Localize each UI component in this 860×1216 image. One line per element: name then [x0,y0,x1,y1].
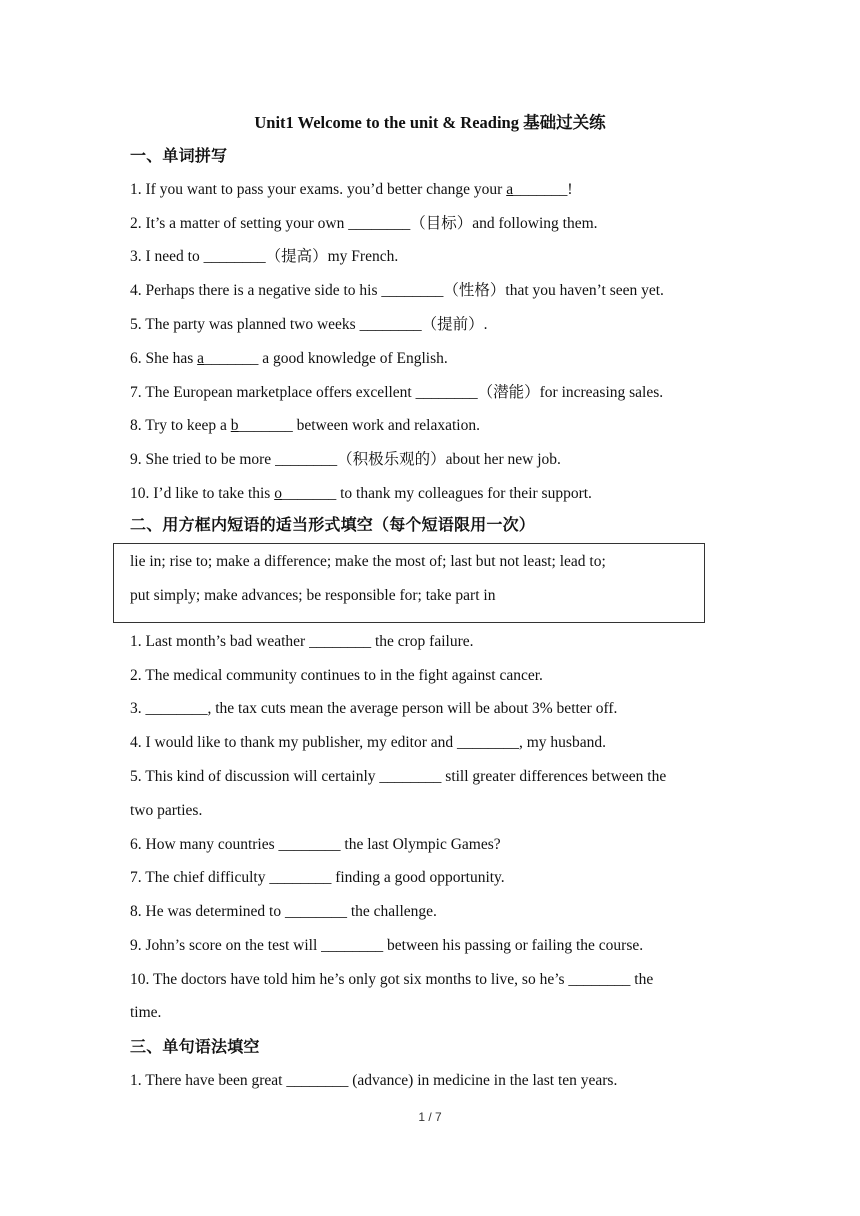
spelling-item: 10. I’d like to take this o_______ to thank my colleagues for their support. [130,485,592,502]
spelling-item: 7. The European marketplace offers excellent ________（潜能）for increasing sales. [130,384,664,401]
spelling-item: 3. I need to ________（提高）my French. [130,248,399,265]
spelling-item: 6. She has a_______ a good knowledge of English. [130,350,448,367]
phrase-item: 1. Last month’s bad weather ________ the crop failure. [130,633,474,650]
phrase-item: 5. This kind of discussion will certainly ________ still greater differences between the [130,768,667,785]
grammar-item: 1. There have been great ________ (advance) in medicine in the last ten years. [130,1072,618,1089]
spelling-item: 8. Try to keep a b_______ between work and relaxation. [130,417,480,434]
phrase-item: 3. ________, the tax cuts mean the average person will be about 3% better off. [130,700,618,717]
spelling-item: 5. The party was planned two weeks ________（提前）. [130,316,488,333]
phrase-box [113,543,705,623]
phrase-item-continued: time. [130,1004,162,1021]
phrase-item-continued: two parties. [130,802,203,819]
section-heading-grammar: 三、单句语法填空 [130,1037,260,1056]
phrase-box-line: put simply; make advances; be responsible for; take part in [130,587,496,604]
page-number: 1 / 7 [418,1110,442,1124]
spelling-item: 2. It’s a matter of setting your own ________（目标）and following them. [130,215,598,232]
spelling-item: 4. Perhaps there is a negative side to his ________（性格）that you haven’t seen yet. [130,282,664,299]
section-heading-phrases: 二、用方框内短语的适当形式填空（每个短语限用一次） [130,515,536,534]
phrase-item: 2. The medical community continues to in the fight against cancer. [130,667,543,684]
phrase-item: 9. John’s score on the test will ________ between his passing or failing the course. [130,937,644,954]
page-title: Unit1 Welcome to the unit & Reading 基础过关练 [254,113,606,132]
spelling-item: 9. She tried to be more ________（积极乐观的）about her new job. [130,451,561,468]
phrase-item: 10. The doctors have told him he’s only got six months to live, so he’s ________ the [130,971,654,988]
phrase-box-line: lie in; rise to; make a difference; make the most of; last but not least; lead to; [130,553,606,570]
phrase-item: 4. I would like to thank my publisher, my editor and ________, my husband. [130,734,606,751]
phrase-item: 6. How many countries ________ the last Olympic Games? [130,836,501,853]
spelling-item: 1. If you want to pass your exams. you’d better change your a_______! [130,181,573,198]
phrase-item: 8. He was determined to ________ the challenge. [130,903,437,920]
phrase-item: 7. The chief difficulty ________ finding a good opportunity. [130,869,505,886]
section-heading-spelling: 一、单词拼写 [130,146,228,165]
